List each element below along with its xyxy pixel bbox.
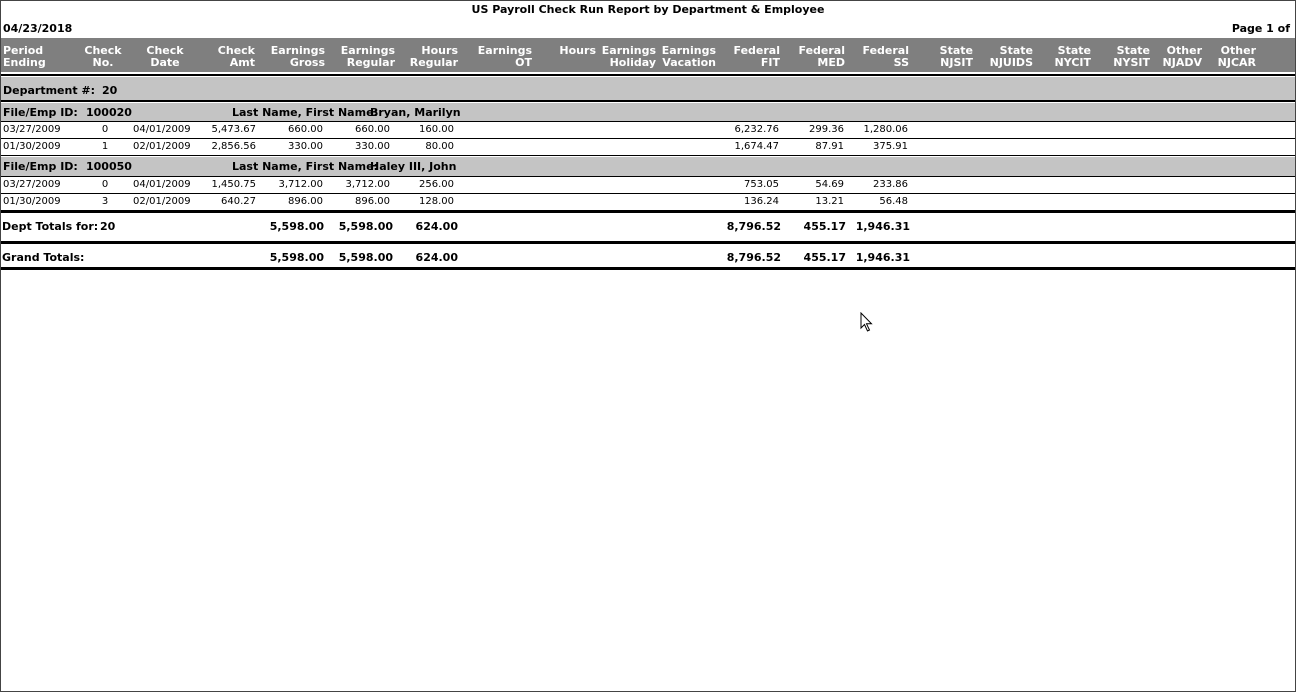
cell-ss: 375.91: [873, 141, 908, 152]
grand-totals-gross: 5,598.00: [269, 251, 324, 264]
cell-period: 01/30/2009: [3, 141, 61, 152]
col-check-amt: Check Amt: [217, 44, 255, 69]
dept-totals-hours-regular: 624.00: [415, 220, 458, 233]
cell-check-date: 02/01/2009: [133, 196, 191, 207]
cell-regular: 660.00: [355, 124, 390, 135]
cell-regular: 330.00: [355, 141, 390, 152]
cell-gross: 660.00: [288, 124, 323, 135]
cell-ss: 56.48: [879, 196, 908, 207]
grand-totals-ss: 1,946.31: [855, 251, 910, 264]
col-check-no: Check No.: [84, 44, 122, 69]
col-state-nycit: State NYCIT: [1054, 44, 1091, 69]
cell-fit: 753.05: [744, 179, 779, 190]
report-date: 04/23/2018: [3, 22, 73, 35]
cell-check-no: 0: [101, 179, 109, 190]
col-hours: Hours: [559, 44, 596, 57]
department-band: [1, 77, 1295, 100]
cell-check-amt: 1,450.75: [211, 179, 256, 190]
grand-totals-fit: 8,796.52: [726, 251, 781, 264]
cell-gross: 3,712.00: [278, 179, 323, 190]
cell-check-no: 0: [101, 124, 109, 135]
cell-hours-regular: 128.00: [419, 196, 454, 207]
employee-band: [1, 103, 1295, 121]
mouse-pointer-icon: [860, 312, 874, 332]
cell-med: 13.21: [815, 196, 844, 207]
name-label: Last Name, First Name:: [232, 160, 378, 173]
dept-totals-rule-bottom: [1, 241, 1295, 244]
cell-check-date: 04/01/2009: [133, 124, 191, 135]
cell-check-date: 04/01/2009: [133, 179, 191, 190]
report-title: US Payroll Check Run Report by Department & Employee: [471, 3, 825, 16]
cell-med: 87.91: [815, 141, 844, 152]
cell-regular: 896.00: [355, 196, 390, 207]
col-other-njadv: Other NJADV: [1162, 44, 1202, 69]
grand-totals-med: 455.17: [803, 251, 846, 264]
cell-hours-regular: 80.00: [425, 141, 454, 152]
cell-check-no: 1: [101, 141, 109, 152]
dept-totals-fit: 8,796.52: [726, 220, 781, 233]
cell-med: 299.36: [809, 124, 844, 135]
dept-totals-regular: 5,598.00: [338, 220, 393, 233]
col-check-date: Check Date: [146, 44, 184, 69]
department-label: Department #:: [3, 84, 96, 97]
table-row: [1, 177, 1295, 194]
grand-totals-label: Grand Totals:: [2, 251, 85, 264]
col-hours-regular: Hours Regular: [409, 44, 458, 69]
cell-period: 01/30/2009: [3, 196, 61, 207]
file-emp-id-label: File/Emp ID:: [3, 106, 78, 119]
file-emp-id: 100050: [86, 160, 132, 173]
col-federal-fit: Federal FIT: [733, 44, 780, 69]
table-row: [1, 122, 1295, 139]
col-earnings-ot: Earnings OT: [477, 44, 532, 69]
cell-period: 03/27/2009: [3, 179, 61, 190]
cell-fit: 136.24: [744, 196, 779, 207]
col-state-njsit: State NJSIT: [939, 44, 973, 69]
header-rule: [1, 74, 1295, 76]
col-federal-ss: Federal SS: [862, 44, 909, 69]
cell-fit: 1,674.47: [734, 141, 779, 152]
cell-fit: 6,232.76: [734, 124, 779, 135]
cell-hours-regular: 256.00: [419, 179, 454, 190]
cell-med: 54.69: [815, 179, 844, 190]
cell-ss: 233.86: [873, 179, 908, 190]
department-number: 20: [102, 84, 118, 97]
dept-totals-rule-top: [1, 210, 1295, 213]
col-earnings-gross: Earnings Gross: [270, 44, 325, 69]
dept-totals-label: Dept Totals for:: [2, 220, 99, 233]
table-row: [1, 194, 1295, 210]
col-earnings-holiday: Earnings Holiday: [601, 44, 656, 69]
col-earnings-regular: Earnings Regular: [340, 44, 395, 69]
cell-check-date: 02/01/2009: [133, 141, 191, 152]
col-earnings-vacation: Earnings Vacation: [661, 44, 716, 69]
cell-check-amt: 2,856.56: [211, 141, 256, 152]
col-period-ending: Period Ending: [3, 44, 46, 69]
department-rule: [1, 100, 1295, 102]
col-state-nysit: State NYSIT: [1113, 44, 1150, 69]
col-state-njuids: State NJUIDS: [989, 44, 1033, 69]
grand-totals-rule: [1, 267, 1295, 270]
employee-name: Haley III, John: [370, 160, 457, 173]
grand-totals-regular: 5,598.00: [338, 251, 393, 264]
cell-check-amt: 5,473.67: [211, 124, 256, 135]
employee-name: Bryan, Marilyn: [370, 106, 461, 119]
dept-totals-med: 455.17: [803, 220, 846, 233]
cell-period: 03/27/2009: [3, 124, 61, 135]
cell-gross: 330.00: [288, 141, 323, 152]
file-emp-id-label: File/Emp ID:: [3, 160, 78, 173]
cell-check-no: 3: [101, 196, 109, 207]
file-emp-id: 100020: [86, 106, 132, 119]
cell-gross: 896.00: [288, 196, 323, 207]
cell-check-amt: 640.27: [221, 196, 256, 207]
dept-totals-dept: 20: [100, 220, 116, 233]
col-other-njcar: Other NJCAR: [1217, 44, 1256, 69]
col-federal-med: Federal MED: [798, 44, 845, 69]
grand-totals-hours-regular: 624.00: [415, 251, 458, 264]
dept-totals-ss: 1,946.31: [855, 220, 910, 233]
cell-regular: 3,712.00: [345, 179, 390, 190]
cell-hours-regular: 160.00: [419, 124, 454, 135]
page-number: Page 1 of: [1231, 22, 1290, 35]
employee-band: [1, 157, 1295, 176]
name-label: Last Name, First Name:: [232, 106, 378, 119]
dept-totals-gross: 5,598.00: [269, 220, 324, 233]
table-row: [1, 139, 1295, 156]
cell-ss: 1,280.06: [863, 124, 908, 135]
